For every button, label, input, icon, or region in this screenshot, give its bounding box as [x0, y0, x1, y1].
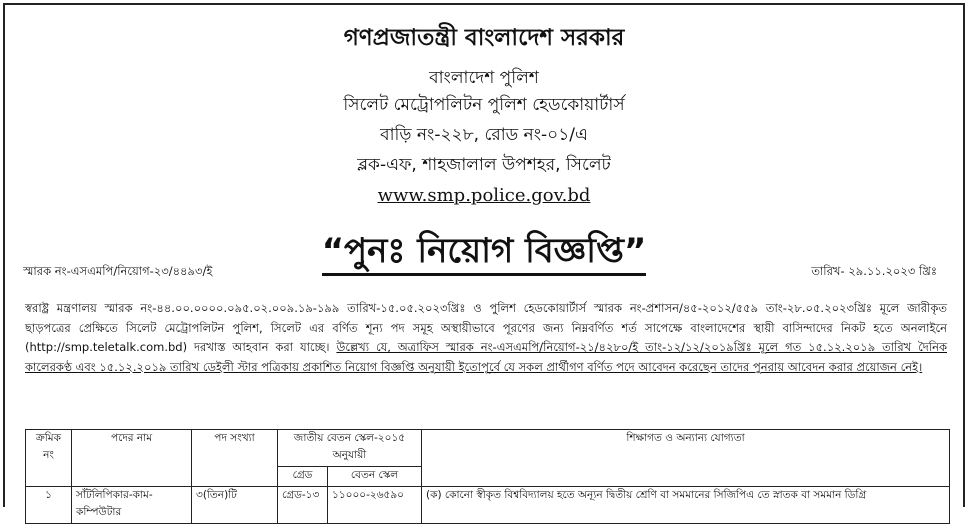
row-serial: ১	[26, 487, 72, 524]
posts-table	[25, 429, 950, 524]
memo-number: স্মারক নং-এসএমপি/নিয়োগ-২৩/৪৪৯৩/ই	[23, 264, 213, 278]
header-serial: ক্রমিক নং	[26, 430, 72, 487]
row-scale: ১১০০০-২৬৫৯০	[328, 487, 422, 524]
government-title: গণপ্রজাতন্ত্রী বাংলাদেশ সরকার	[343, 25, 625, 51]
department-name: বাংলাদেশ পুলিশ	[429, 68, 539, 88]
address-line-2: ব্লক-এফ, শাহজালাল উপশহর, সিলেট	[357, 155, 611, 175]
body-paragraph	[25, 299, 947, 377]
website-link[interactable]: www.smp.police.gov.bd	[377, 185, 591, 206]
row-qualification: (ক) কোনো স্বীকৃত বিশ্ববিদ্যালয় হতে অন্যূন দ্বিতীয় শ্রেণি বা সমমানের সিজিপিএ তে স্নাতক বা সমমান ডিগ্রি	[422, 487, 950, 524]
table-row	[26, 487, 950, 524]
office-name: সিলেট মেট্রোপলিটন পুলিশ হেডকোয়ার্টার্স	[343, 95, 625, 115]
address-line-1: বাড়ি নং-২২৮, রোড নং-০১/এ	[380, 125, 588, 145]
header-post-count: পদ সংখ্যা	[192, 430, 278, 487]
header-post-name: পদের নাম	[72, 430, 192, 487]
header-pay-scale: জাতীয় বেতন স্কেল-২০১৫ অনুযায়ী	[278, 430, 422, 467]
body-text: স্বরাষ্ট্র মন্ত্রণালয় স্মারক নং-৪৪.০০.০০০০.০৯৫.০২.০০৯.১৯-১৯৯ তারিখ-১৫.০৫.২০২৩খ্রিঃ ও পুলিশ হেডকোয়ার্টার্স স্মারক নং-প্রশাসন/৪৫-২০১২/৫৫৯ তাং-২৮.০৫.২০২৩খ্রিঃ মূলে জারীকৃত ছাড়পত্রের প্রেক্ষিতে সিলেট মেট্রোপলিটন পুলিশ, সিলেট এর বর্ণিত শূন্য পদ সমূহ অস্থায়ীভাবে পূরণের জন্য নিম্নবর্ণিত শর্ত সাপেক্ষে বাংলাদেশের স্থায়ী বাসিন্দাদের নিকট হতে অনলাইনে (http://smp.teletalk.com.bd) দরখাস্ত আহবান করা যাচ্ছে।	[25, 301, 947, 354]
notice-date: তারিখ- ২৯.১১.২০২৩ খ্রিঃ	[811, 264, 937, 278]
notice-page	[3, 3, 965, 518]
row-post-name: সাঁটলিপিকার-কাম-কম্পিউটার	[72, 487, 192, 524]
header-grade: গ্রেড	[278, 467, 328, 487]
header-scale: বেতন স্কেল	[328, 467, 422, 487]
header-qualification: শিক্ষাগত ও অন্যান্য যোগ্যতা	[422, 430, 950, 487]
notice-title-text: “পুনঃ নিয়োগ বিজ্ঞপ্তি”	[322, 231, 647, 276]
body-underlined-note: উল্লেখ্য যে, অত্রাফিস স্মারক নং-এসএমপি/নিয়োগ-২১/৪২৮০/ই তাং-১২/১২/২০১৯খ্রিঃ মূলে গত ১৫.১২.২০১৯ তারিখ দৈনিক কালেরকণ্ঠ এবং ১৫.১২.২০১৯ তারিখ ডেইলী স্টার পত্রিকায় প্রকাশিত নিয়োগ বিজ্ঞপ্তি অনুযায়ী ইতোপূর্বে যে সকল প্রার্থীগণ বর্ণিত পদে আবেদন করেছেন তাদের পুনরায় আবেদন করার প্রয়োজন নেই।	[25, 340, 947, 374]
table-header-row	[26, 430, 950, 467]
row-post-count: ৩(তিন)টি	[192, 487, 278, 524]
row-grade: গ্রেড-১৩	[278, 487, 328, 524]
